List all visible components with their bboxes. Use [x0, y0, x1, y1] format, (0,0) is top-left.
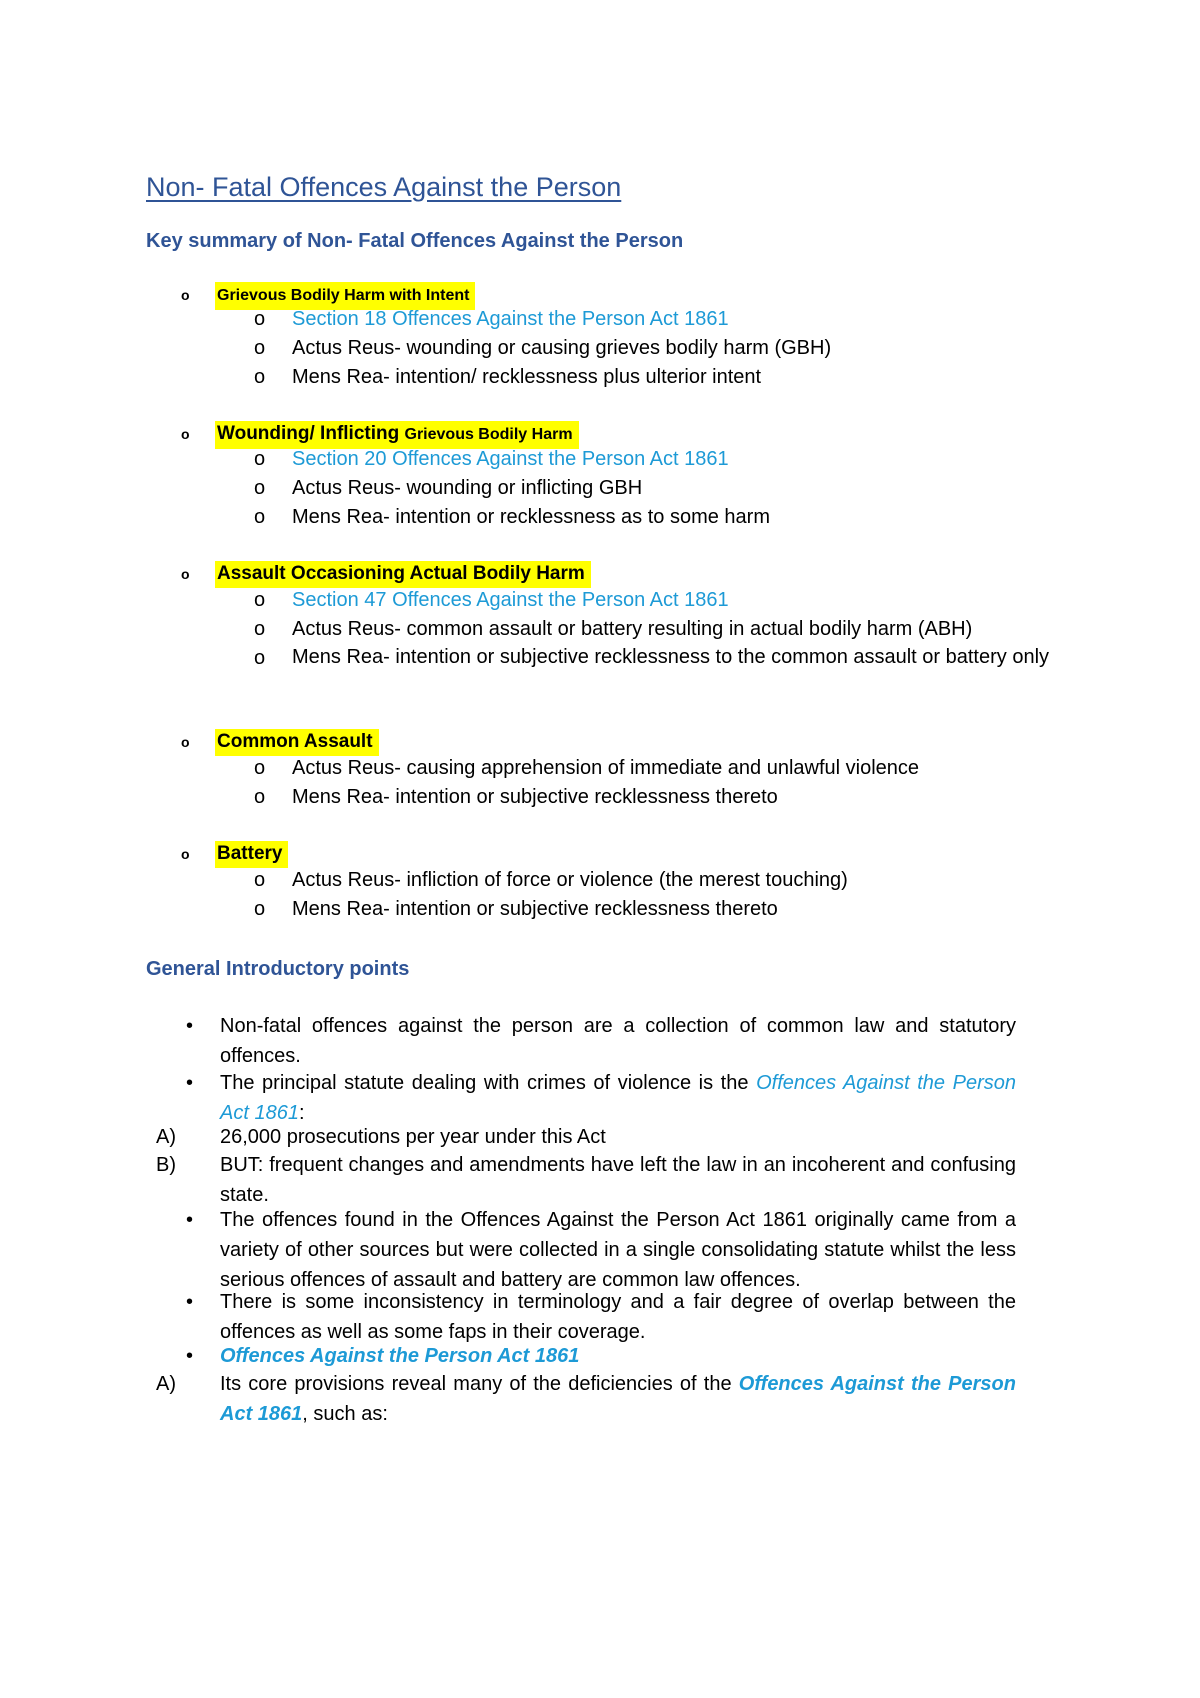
key-summary-heading: Key summary of Non- Fatal Offences Against the Person	[146, 230, 684, 252]
act-link[interactable]: Offences Against the Person Act 1861	[220, 1345, 580, 1367]
offence-name: Assault Occasioning Actual Bodily Harm	[215, 561, 591, 588]
general-heading: General Introductory points	[146, 958, 410, 980]
document-page: Non- Fatal Offences Against the Person Key summary of Non- Fatal Offences Against the Person o Grievous Bodily Harm with Intent o Section 18 Offences Against the Person Act 1861 o Actus Reus- wounding or causing grieves bodily harm (GBH) o Mens Rea- intention/ recklessness plus ulterior intent o Wounding/ Inflicting Grievous Bodily Harm o Section 20 Offences Against the Person Act 1861 o Actus Reus- wounding or inflicting GBH o Mens Rea- intention or recklessness as to some harm o Assault Occasioning Actual Bodily Harm o Section 47 Offences Against the Person Act 1861 o Actus Reus- common assault or battery resulting in actual bodily harm (ABH) o Mens Rea- intention or subjective recklessness to the common assault or battery only o Common Assault o Actus Reus- causing apprehension of immediate and unlawful violence o Mens Rea- intention or subjective recklessness thereto o Battery o Actus Reus- infliction of force or violence (the merest touching) o Mens Rea- intention or subjective recklessness thereto General Introductory points • Non-fatal offences against the person are a collection of common law and statutory offences. • The principal statute dealing with crimes of violence is the Offences Against the Person Act 1861: A) 26,000 prosecutions per year under this Act B) BUT: frequent changes and amendments have left the law in an incoherent and confusing state. • The offences found in the Offences Against the Person Act 1861 originally came from a variety of other sources but were collected in a single consolidating statute whilst the less serious offences of assault and battery are common law offences. • There is some inconsistency in terminology and a fair degree of overlap between the offences as well as some faps in their coverage. • Offences Against the Person Act 1861 A) Its core provisions reveal many of the deficiencies of the Offences Against the Person Act 1861, such as:	[146, 172, 1050, 1425]
bullet-o: o	[181, 287, 190, 303]
offence-name: Common Assault	[215, 729, 379, 756]
offence-name: Grievous Bodily Harm with Intent	[215, 282, 475, 310]
offence-name: Battery	[215, 841, 288, 868]
act-link[interactable]: Offences Against the Person Act 1861	[220, 1072, 1017, 1124]
page-title: Non- Fatal Offences Against the Person	[146, 172, 622, 202]
act-link[interactable]: Offences Against the Person Act 1861	[220, 1373, 1016, 1425]
offence-name: Wounding/ Inflicting Grievous Bodily Harm	[215, 421, 579, 449]
